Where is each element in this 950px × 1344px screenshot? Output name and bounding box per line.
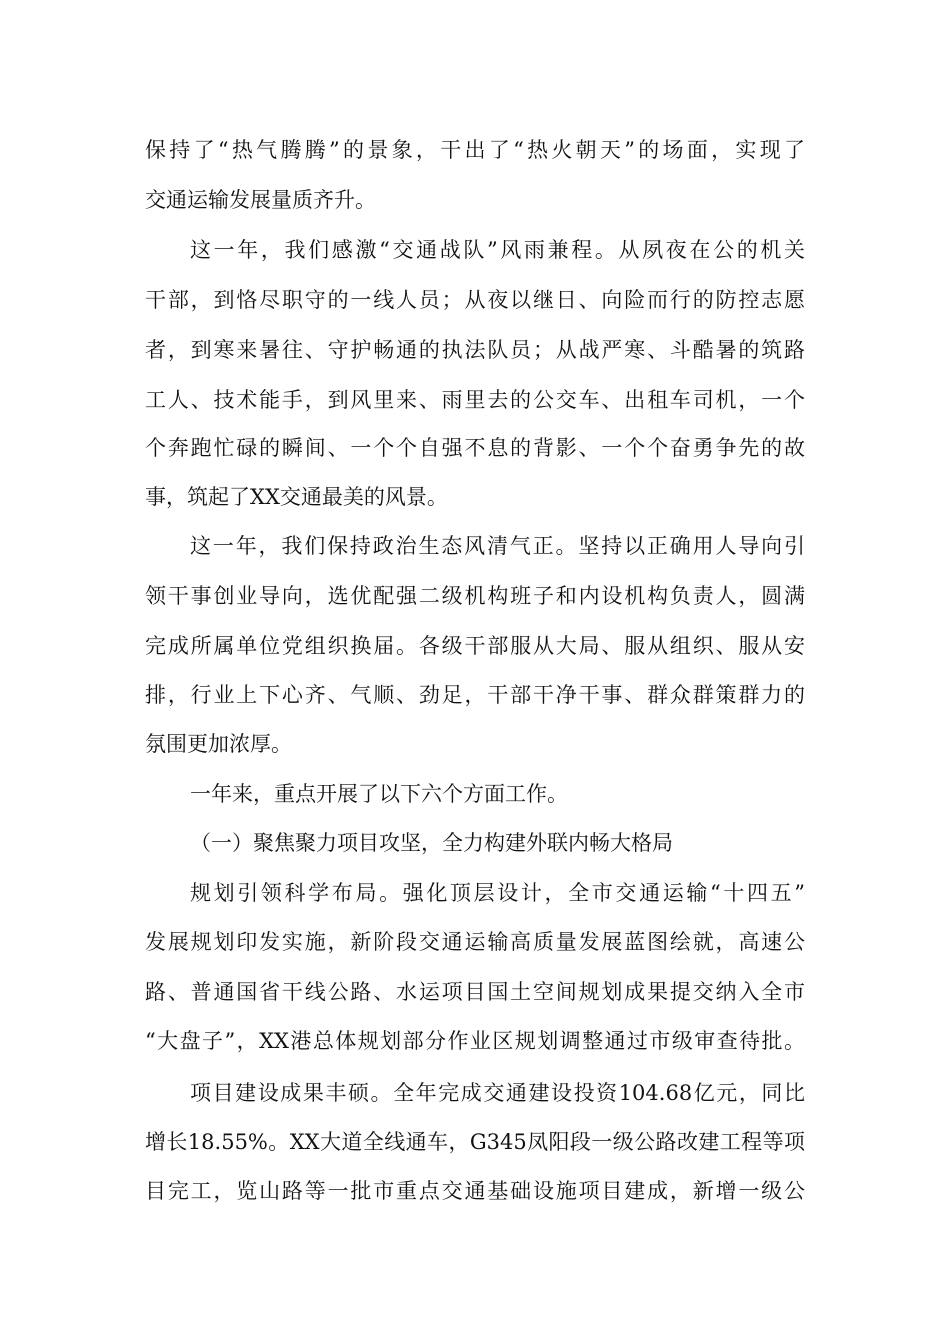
paragraph-line: 事，筑起了XX交通最美的风景。 [145, 485, 448, 509]
paragraph-line: 排，行业上下心齐、气顺、劲足，干部干净干事、群众群策群力的 [145, 683, 805, 707]
paragraph-line: 项目建设成果丰硕。全年完成交通建设投资104.68亿元，同比 [190, 1081, 805, 1105]
section-heading: （一）聚焦聚力项目攻坚，全力构建外联内畅大格局 [190, 831, 673, 855]
paragraph-line: 领干事创业导向，选优配强二级机构班子和内设机构负责人，圆满 [145, 584, 805, 608]
paragraph-line: 工人、技术能手，到风里来、雨里去的公交车、出租车司机，一个 [145, 388, 805, 412]
paragraph-line: 这一年，我们保持政治生态风清气正。坚持以正确用人导向引 [190, 534, 805, 558]
paragraph-line: “大盘子”，XX港总体规划部分作业区规划调整通过市级审查待批。 [145, 1029, 805, 1053]
paragraph-line: 规划引领科学布局。强化顶层设计，全市交通运输“十四五” [190, 881, 805, 905]
paragraph-line: 完成所属单位党组织换届。各级干部服从大局、服从组织、服从安 [145, 634, 805, 658]
paragraph-line: 干部，到恪尽职守的一线人员；从夜以继日、向险而行的防控志愿 [145, 288, 805, 312]
paragraph-line: 者，到寒来暑往、守护畅通的执法队员；从战严寒、斗酷暑的筑路 [145, 338, 805, 362]
paragraph-line: 目完工，览山路等一批市重点交通基础设施项目建成，新增一级公 [145, 1179, 805, 1203]
paragraph-line: 路、普通国省干线公路、水运项目国土空间规划成果提交纳入全市 [145, 980, 805, 1004]
paragraph-line: 发展规划印发实施，新阶段交通运输高质量发展蓝图绘就，高速公 [145, 930, 805, 954]
paragraph-line: 个奔跑忙碌的瞬间、一个个自强不息的背影、一个个奋勇争先的故 [145, 436, 805, 460]
paragraph-line: 一年来，重点开展了以下六个方面工作。 [190, 782, 568, 806]
paragraph-line: 氛围更加浓厚。 [145, 732, 292, 756]
paragraph-line: 这一年，我们感激“交通战队”风雨兼程。从夙夜在公的机关 [190, 238, 805, 262]
paragraph-line: 增长18.55%。XX大道全线通车，G345凤阳段一级公路改建工程等项 [145, 1130, 805, 1154]
paragraph-line: 保持了“热气腾腾”的景象，干出了“热火朝天”的场面，实现了 [145, 138, 805, 162]
paragraph-line: 交通运输发展量质齐升。 [145, 188, 376, 212]
